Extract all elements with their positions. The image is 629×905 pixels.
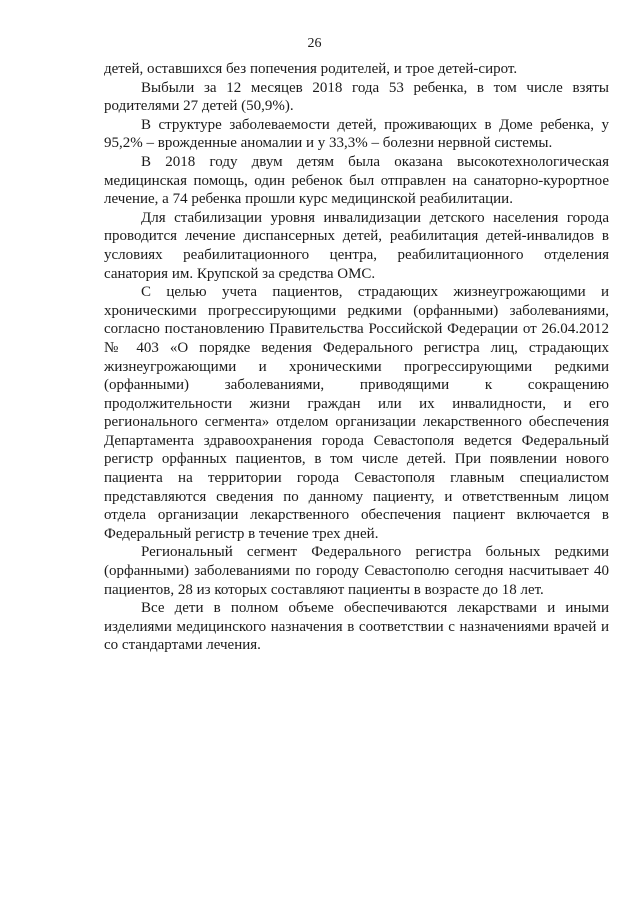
paragraph-disability: Для стабилизации уровня инвалидизации детского населения города проводится лечение диспансерных детей, реабилитация детей-инвалидов в условиях реабилитационного центра, реабилитационного отделения санатория им. Крупской за средства ОМС. <box>104 209 609 282</box>
page-number: 26 <box>307 36 322 51</box>
paragraph-medication-supply: Все дети в полном объеме обеспечиваются лекарствами и иными изделиями медицинского назначения в соответствии с назначениями врачей и со стандартами лечения. <box>104 600 609 654</box>
paragraph-high-tech-care: В 2018 году двум детям была оказана высокотехнологическая медицинская помощь, один ребенок был отправлен на санаторно-курортное лечение, а 74 ребенка прошли курс медицинской реабилитации. <box>104 153 609 208</box>
document-body <box>104 60 609 655</box>
paragraph-orphan-registry: С целью учета пациентов, страдающих жизнеугрожающими и хроническими прогрессирующими редкими (орфанными) заболеваниями, согласно постановлению Правительства Российской Федерации от 26.04.2012 № 403 «О порядке ведения Федерального регистра лиц, страдающих жизнеугрожающими и хроническими прогрессирующими редкими (орфанными) заболеваниями, приводящими к сокращению продолжительности жизни граждан или их инвалидности, и его регионального сегмента» отделом организации лекарственного обеспечения Департамента здравоохранения города Севастополя ведется Федеральный регистр орфанных пациентов, в том числе детей. При появлении нового пациента на территории города Севастополя главным специалистом представляются сведения по данному пациенту, и ответственным лицом отдела организации лекарственного обеспечения пациент включается в Федеральный регистр в течение трех дней. <box>104 284 609 542</box>
paragraph-regional-segment: Региональный сегмент Федерального регистра больных редкими (орфанными) заболеваниями по городу Севастополю сегодня насчитывает 40 пациентов, 28 из которых составляют пациенты в возрасте до 18 лет. <box>104 544 609 598</box>
paragraph-morbidity: В структуре заболеваемости детей, проживающих в Доме ребенка, у 95,2% – врожденные аномалии и у 33,3% – болезни нервной системы. <box>104 116 609 152</box>
paragraph-departures: Выбыли за 12 месяцев 2018 года 53 ребенка, в том числе взяты родителями 27 детей (50,9%). <box>104 79 609 115</box>
paragraph-continuation: детей, оставшихся без попечения родителей, и трое детей-сирот. <box>104 61 518 77</box>
